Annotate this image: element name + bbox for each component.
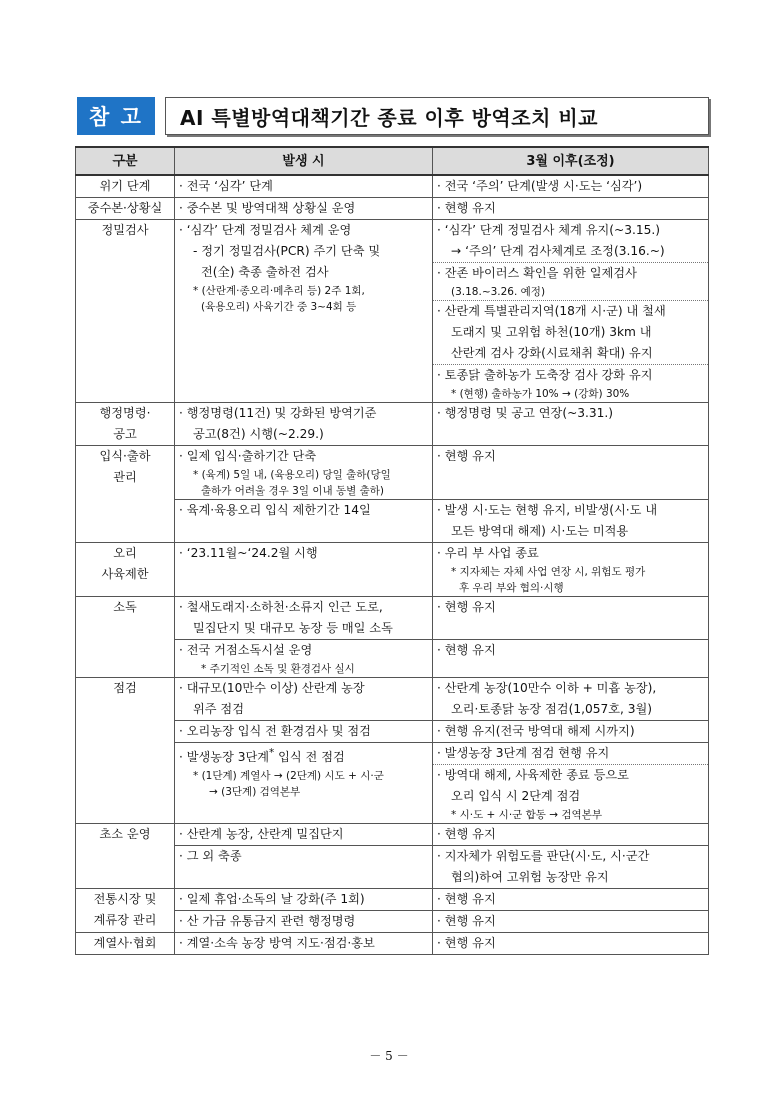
table-row	[76, 824, 709, 846]
cell-line: 관리	[113, 470, 137, 484]
cell-line: · 토종닭 출하농가 도축장 검사 강화 유지	[437, 368, 653, 382]
cell-line: · ‘심각’ 단계 정밀검사 체계 유지(~3.15.)	[437, 223, 661, 237]
cell-line: 사육제한	[101, 567, 149, 581]
cell-line: · ‘심각’ 단계 정밀검사 체계 운영	[179, 223, 352, 237]
cell-line: · 잔존 바이러스 확인을 위한 일제검사	[437, 266, 637, 280]
after-cell: · 현행 유지	[433, 640, 709, 678]
outbreak-cell: · 산 가금 유통금지 관련 행정명령	[175, 911, 433, 933]
row-category	[76, 446, 175, 543]
cell-line: 밀집단지 및 대규모 농장 등 매일 소독	[193, 621, 393, 635]
cell-line: · 산란계 농장(10만수 이하 + 미흡 농장),	[437, 681, 657, 695]
outbreak-cell: · 중수본 및 방역대책 상황실 운영	[175, 198, 433, 220]
cell-line: · 지자체가 위험도를 판단(시·도, 시·군간	[437, 849, 650, 863]
cell-line: · 방역대 해제, 사육제한 종료 등으로	[437, 768, 629, 782]
cell-line: → ‘주의’ 단계 검사체계로 조정(3.16.~)	[451, 244, 665, 258]
cell-note: * 지자체는 자체 사업 연장 시, 위험도 평가	[451, 566, 646, 578]
row-category: 점검	[76, 678, 175, 824]
row-category: 중수본·상황실	[76, 198, 175, 220]
table-header-row	[76, 147, 709, 175]
row-category	[76, 543, 175, 597]
after-cell: · 현행 유지	[433, 198, 709, 220]
after-cell: · 현행 유지	[433, 446, 709, 500]
cell-note: * (육계) 5일 내, (육용오리) 당일 출하(당일	[193, 469, 391, 481]
cell-line: 행정명령·	[99, 406, 151, 420]
cell-line: 전(全) 축종 출하전 검사	[201, 265, 329, 279]
cell-line: - 정기 정밀검사(PCR) 주기 단축 및	[193, 244, 381, 258]
cell-note: * (산란계·종오리·메추리 등) 2주 1회,	[193, 285, 365, 297]
page-number: － 5 －	[369, 1049, 409, 1063]
title-bar	[77, 97, 709, 135]
col-header-after-march: 3월 이후(조정)	[433, 147, 709, 175]
cell-line: 산란계 검사 강화(시료채취 확대) 유지	[451, 346, 653, 360]
after-cell: · 현행 유지	[433, 597, 709, 640]
cell-line: 전통시장 및	[93, 892, 157, 906]
outbreak-cell: · 계열·소속 농장 방역 지도·점검·홍보	[175, 933, 433, 955]
cell-line: 도래지 및 고위험 하천(10개) 3km 내	[451, 325, 652, 339]
cell-text: 입식 전 점검	[274, 750, 345, 765]
cell-line: · 행정명령(11건) 및 강화된 방역기준	[179, 406, 377, 420]
row-category	[76, 889, 175, 933]
cell-line: 오리 입식 시 2단계 점검	[451, 789, 581, 803]
cell-line: 오리	[113, 546, 137, 560]
outbreak-cell: · 육계·육용오리 입식 제한기간 14일	[175, 500, 433, 543]
cell-line: 협의)하여 고위험 농장만 유지	[451, 870, 609, 884]
table-row	[76, 446, 709, 500]
cell-note: (3.18.~3.26. 예정)	[451, 286, 546, 298]
table-row	[76, 198, 709, 220]
outbreak-cell	[175, 446, 433, 500]
after-cell: · 현행 유지	[433, 889, 709, 911]
after-cell	[433, 543, 709, 597]
after-cell: · 현행 유지	[433, 933, 709, 955]
cell-line: · 발생 시·도는 현행 유지, 비발생(시·도 내	[437, 503, 658, 517]
after-cell	[433, 743, 709, 824]
table-row	[76, 543, 709, 597]
table-row	[76, 175, 709, 198]
cell-note: 후 우리 부와 협의·시행	[459, 582, 564, 594]
row-category	[76, 403, 175, 446]
row-category: 정밀검사	[76, 220, 175, 403]
row-category: 초소 운영	[76, 824, 175, 889]
cell-note: (육용오리) 사육기간 중 3~4회 등	[201, 301, 357, 313]
footnote-mark: *	[269, 747, 275, 759]
after-cell: · 현행 유지	[433, 911, 709, 933]
cell-line: 계류장 관리	[93, 913, 157, 927]
cell-line: · 우리 부 사업 종료	[437, 546, 539, 560]
after-cell	[433, 846, 709, 889]
outbreak-cell	[175, 597, 433, 640]
table-row	[76, 403, 709, 446]
table-row	[76, 678, 709, 721]
outbreak-cell	[175, 640, 433, 678]
table-row	[76, 597, 709, 640]
after-cell	[433, 500, 709, 543]
page-title: AI 특별방역대책기간 종료 이후 방역조치 비교	[165, 97, 709, 135]
cell-line	[179, 743, 428, 768]
reference-badge: 참 고	[77, 97, 155, 135]
table-row	[76, 220, 709, 403]
cell-line: · 발생농장 3단계 점검 현행 유지	[437, 746, 610, 760]
cell-line: 오리·토종닭 농장 점검(1,057호, 3월)	[451, 702, 653, 716]
outbreak-cell: · 그 외 축종	[175, 846, 433, 889]
row-category: 위기 단계	[76, 175, 175, 198]
outbreak-cell	[175, 678, 433, 721]
cell-note: 출하가 어려울 경우 3일 이내 동별 출하)	[201, 485, 384, 497]
cell-line: · 대규모(10만수 이상) 산란계 농장	[179, 681, 365, 695]
table-row	[76, 889, 709, 911]
col-header-outbreak: 발생 시	[175, 147, 433, 175]
cell-line: 입식·출하	[99, 449, 151, 463]
table-row	[76, 933, 709, 955]
col-header-category: 구분	[76, 147, 175, 175]
outbreak-cell: · 오리농장 입식 전 환경검사 및 점검	[175, 721, 433, 743]
cell-line: 위주 점검	[193, 702, 244, 716]
outbreak-cell	[175, 743, 433, 824]
cell-line: · 철새도래지·소하천·소류지 인근 도로,	[179, 600, 383, 614]
cell-note: → (3단계) 검역본부	[209, 786, 301, 799]
cell-line: 공고	[113, 427, 137, 441]
after-cell: · 전국 ‘주의’ 단계(발생 시·도는 ‘심각’)	[433, 175, 709, 198]
after-cell: · 행정명령 및 공고 연장(~3.31.)	[433, 403, 709, 446]
outbreak-cell: · 일제 휴업·소독의 날 강화(주 1회)	[175, 889, 433, 911]
cell-line: · 전국 거점소독시설 운영	[179, 643, 313, 657]
after-cell: · 현행 유지	[433, 824, 709, 846]
cell-line: 공고(8건) 시행(~2.29.)	[193, 427, 324, 441]
cell-line: · 일제 입식·출하기간 단축	[179, 449, 317, 463]
outbreak-cell	[175, 403, 433, 446]
after-cell: · 현행 유지(전국 방역대 해제 시까지)	[433, 721, 709, 743]
comparison-table	[75, 146, 709, 955]
cell-note: * 시·도 + 시·군 합동 → 검역본부	[451, 809, 602, 821]
row-category: 계열사·협회	[76, 933, 175, 955]
cell-note: * 주기적인 소독 및 환경검사 실시	[201, 663, 355, 675]
outbreak-cell: · 산란계 농장, 산란계 밀집단지	[175, 824, 433, 846]
row-category: 소독	[76, 597, 175, 678]
after-cell	[433, 678, 709, 721]
cell-note: * (1단계) 계열사 → (2단계) 시도 + 시·군	[193, 770, 384, 783]
cell-line: 모든 방역대 해제) 시·도는 미적용	[451, 524, 629, 538]
cell-note: * (현행) 출하농가 10% → (강화) 30%	[451, 388, 630, 400]
outbreak-cell: · ‘23.11월~‘24.2월 시행	[175, 543, 433, 597]
after-cell	[433, 220, 709, 403]
outbreak-cell	[175, 220, 433, 403]
cell-line: · 산란계 특별관리지역(18개 시·군) 내 철새	[437, 304, 666, 318]
outbreak-cell: · 전국 ‘심각’ 단계	[175, 175, 433, 198]
cell-text: · 발생농장 3단계	[179, 750, 270, 765]
